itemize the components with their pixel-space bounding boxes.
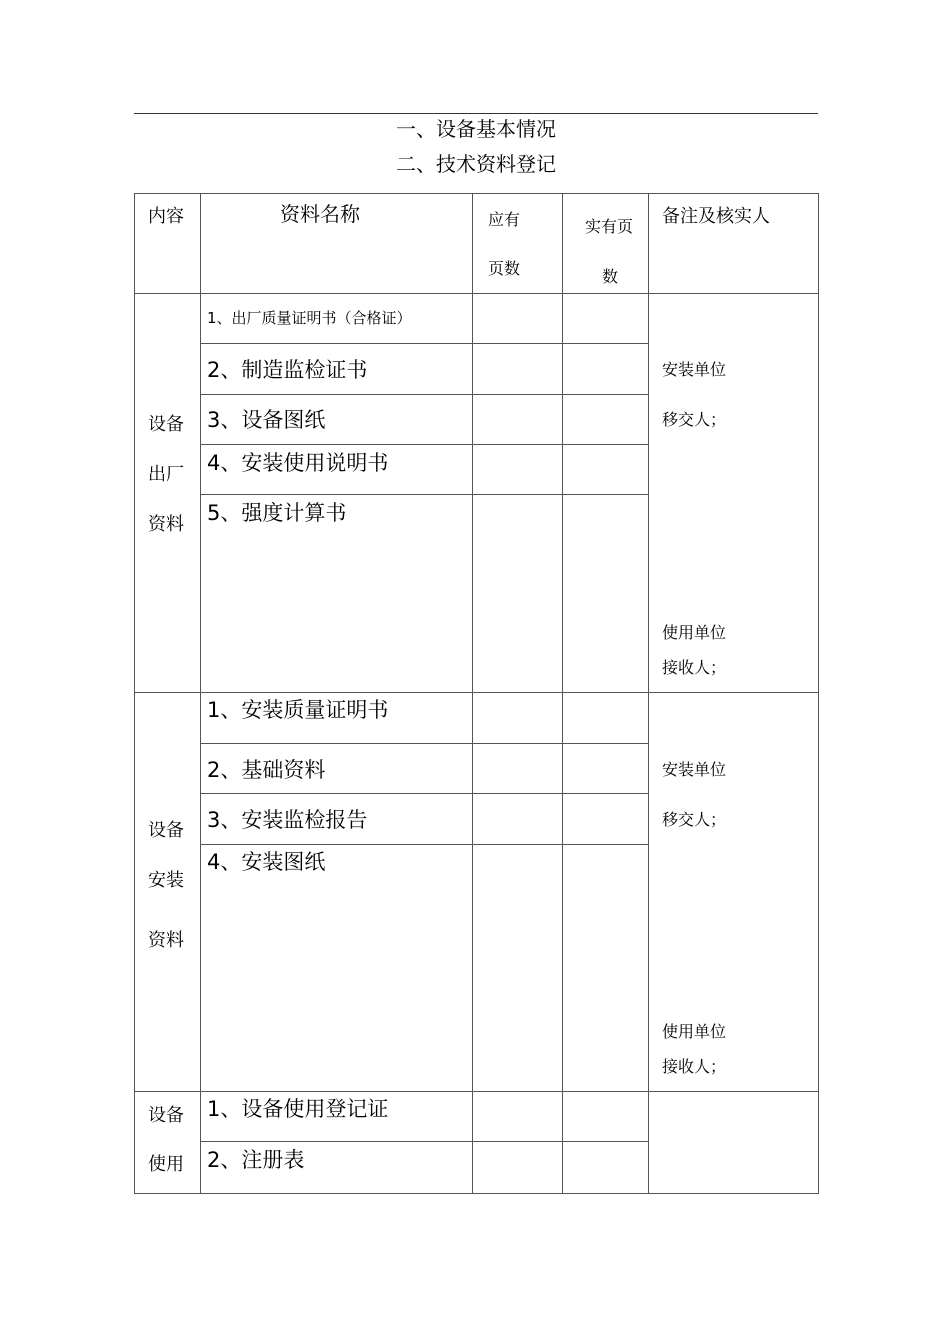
column-divider	[472, 193, 473, 1194]
item-name: 1、出厂质量证明书（合格证）	[207, 309, 412, 327]
item-name: 3、安装监检报告	[207, 808, 368, 832]
row-divider	[200, 743, 649, 744]
item-name: 2、制造监检证书	[207, 358, 368, 382]
header-actual-pages: 实有页	[585, 217, 634, 236]
remark-line: 移交人；	[662, 810, 727, 829]
section-divider	[134, 1091, 819, 1092]
column-divider	[648, 193, 649, 1194]
item-name: 3、设备图纸	[207, 408, 326, 432]
remark-line: 移交人；	[662, 410, 727, 429]
remark-line: 安装单位	[662, 360, 727, 379]
section-divider	[134, 692, 819, 693]
table-border-left	[134, 193, 135, 1194]
row-divider	[134, 293, 819, 294]
header-remarks: 备注及核实人	[662, 206, 770, 227]
category-label: 设备	[148, 820, 184, 841]
row-divider	[200, 494, 649, 495]
remark-line: 接收人；	[662, 1057, 727, 1076]
item-name: 4、安装图纸	[207, 850, 326, 874]
item-name: 1、安装质量证明书	[207, 698, 389, 722]
item-name: 1、设备使用登记证	[207, 1097, 389, 1121]
item-name: 4、安装使用说明书	[207, 451, 389, 475]
item-name: 5、强度计算书	[207, 501, 347, 525]
category-label: 出厂	[148, 464, 184, 485]
column-divider	[200, 193, 201, 1194]
category-label: 设备	[148, 1105, 184, 1126]
column-divider	[562, 193, 563, 1194]
remark-line: 使用单位	[662, 623, 727, 642]
category-label: 资料	[148, 514, 184, 535]
header-content: 内容	[148, 206, 184, 227]
table-border-bottom	[134, 1193, 819, 1194]
table-border-right	[818, 193, 819, 1194]
row-divider	[200, 343, 649, 344]
category-label: 使用	[148, 1154, 184, 1175]
table-border-top	[134, 193, 819, 194]
header-expected-pages: 页数	[488, 259, 521, 278]
item-name: 2、基础资料	[207, 758, 326, 782]
row-divider	[200, 844, 649, 845]
row-divider	[200, 793, 649, 794]
header-expected-pages: 应有	[488, 210, 521, 229]
row-divider	[200, 394, 649, 395]
heading-tech-docs: 二、技术资料登记	[396, 152, 556, 176]
category-label: 安装	[148, 870, 184, 891]
row-divider	[200, 444, 649, 445]
category-label: 资料	[148, 930, 184, 951]
row-divider	[200, 1141, 649, 1142]
header-name: 资料名称	[280, 202, 360, 226]
item-name: 2、注册表	[207, 1148, 305, 1172]
remark-line: 使用单位	[662, 1022, 727, 1041]
remark-line: 接收人；	[662, 658, 727, 677]
heading-basic-info: 一、设备基本情况	[396, 117, 556, 141]
header-actual-pages: 数	[602, 267, 619, 286]
remark-line: 安装单位	[662, 760, 727, 779]
category-label: 设备	[148, 414, 184, 435]
